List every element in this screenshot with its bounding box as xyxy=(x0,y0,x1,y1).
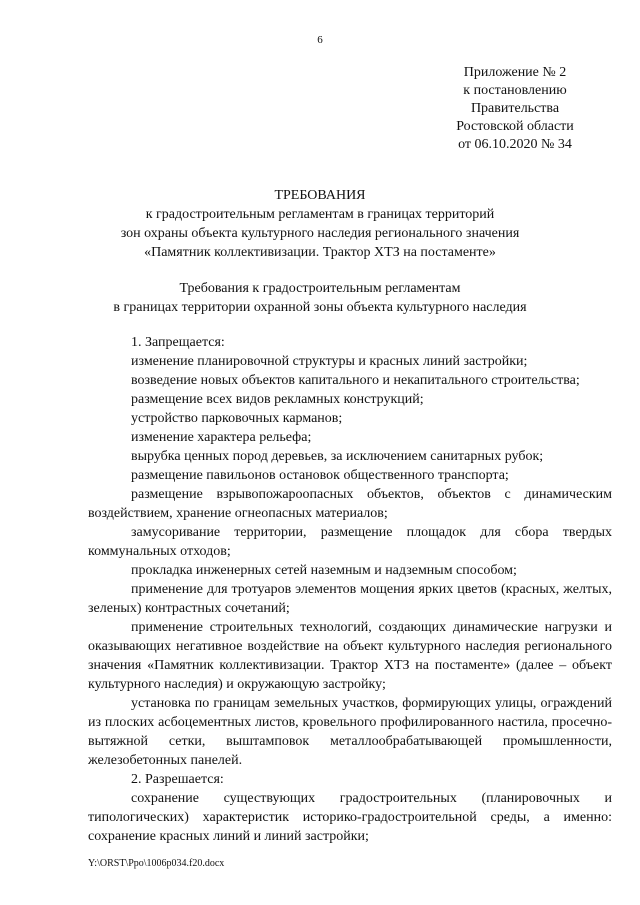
list-item: применение для тротуаров элементов мощения ярких цветов (красных, желтых, зеленых) контрастных сочетаний; xyxy=(88,582,612,616)
list-item: вырубка ценных пород деревьев, за исключением санитарных рубок; xyxy=(131,449,544,464)
appendix-line: Приложение № 2 xyxy=(463,65,567,80)
list-item: прокладка инженерных сетей наземным и надземным способом; xyxy=(131,563,517,578)
document-title: ТРЕБОВАНИЯ xyxy=(274,188,366,203)
list-item: применение строительных технологий, создающих динамические нагрузки и оказывающих негативное воздействие на объект культурного наследия регионального значения «Памятник коллективизации. Трактор ХТЗ на постаменте» (далее – объект культурного наследия) и окружающую застройку; xyxy=(88,620,612,692)
appendix-line: от 06.10.2020 № 34 xyxy=(458,137,572,152)
document-body xyxy=(88,333,612,846)
file-path-footer: Y:\ORST\Ppo\1006p034.f20.docx xyxy=(88,858,225,869)
prohibited-heading: 1. Запрещается: xyxy=(131,335,225,350)
section-heading-line: в границах территории охранной зоны объекта культурного наследия xyxy=(113,300,527,315)
list-item: замусоривание территории, размещение площадок для сбора твердых коммунальных отходов; xyxy=(88,525,612,559)
allowed-heading: 2. Разрешается: xyxy=(131,772,224,787)
document-subtitle-line: «Памятник коллективизации. Трактор ХТЗ на постаменте» xyxy=(144,245,496,260)
appendix-line: к постановлению xyxy=(463,83,567,98)
list-item: устройство парковочных карманов; xyxy=(131,411,343,426)
list-item: размещение всех видов рекламных конструкций; xyxy=(131,392,424,407)
list-item: возведение новых объектов капитального и некапитального строительства; xyxy=(131,373,580,388)
list-item: размещение павильонов остановок общественного транспорта; xyxy=(131,468,509,483)
list-item: размещение взрывопожароопасных объектов, объектов с динамическим воздействием, хранение огнеопасных материалов; xyxy=(88,487,612,521)
appendix-line: Правительства xyxy=(470,101,560,116)
list-item: сохранение существующих градостроительных (планировочных и типологических) характеристик историко-градостроительной среды, а именно: сохранение красных линий и линий застройки; xyxy=(88,791,612,844)
list-item: изменение планировочной структуры и красных линий застройки; xyxy=(131,354,528,369)
appendix-line: Ростовской области xyxy=(456,119,574,134)
appendix-block xyxy=(430,64,600,154)
document-heading xyxy=(0,186,640,262)
list-item: изменение характера рельефа; xyxy=(131,430,312,445)
document-subtitle-line: зон охраны объекта культурного наследия регионального значения xyxy=(120,226,520,241)
list-item: установка по границам земельных участков, формирующих улицы, ограждений из плоских асбоцементных листов, кровельного профилированного настила, просечно-вытяжной сетки, выштамповок металлообрабатывающей промышленности, железобетонных панелей. xyxy=(88,696,612,768)
page-number: 6 xyxy=(317,34,323,46)
section-heading-line: Требования к градостроительным регламентам xyxy=(179,281,461,296)
section-heading xyxy=(0,279,640,317)
document-subtitle-line: к градостроительным регламентам в границах территорий xyxy=(145,207,495,222)
